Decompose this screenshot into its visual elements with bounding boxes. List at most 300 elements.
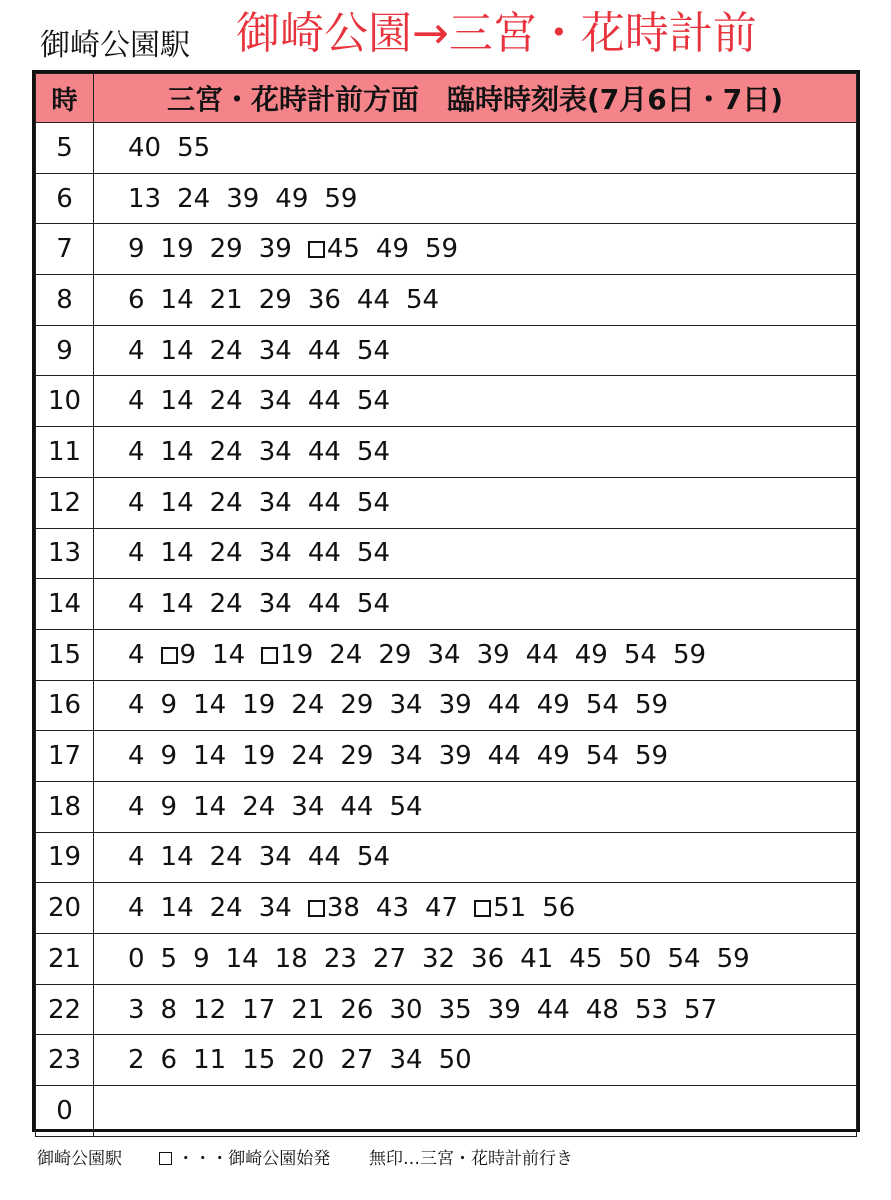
departure-minute [226, 184, 259, 214]
timetable-row [36, 123, 857, 174]
minute-value: 34 [258, 538, 292, 569]
departure-minute [586, 995, 619, 1025]
minute-value: 14 [193, 741, 227, 772]
departure-minute-origin [308, 234, 360, 264]
hour-cell: 8 [36, 275, 94, 326]
minute-value: 49 [536, 741, 570, 772]
minute-value: 24 [291, 741, 325, 772]
minute-value: 14 [212, 639, 246, 670]
departure-minute [340, 741, 373, 771]
departure-minute [378, 640, 411, 670]
minute-value: 4 [128, 893, 145, 924]
timetable-row [36, 1086, 857, 1137]
departure-minute [357, 437, 390, 467]
departure-minute [389, 690, 422, 720]
minute-value: 4 [128, 335, 145, 366]
minute-value: 51 [493, 893, 527, 924]
hour-cell: 18 [36, 781, 94, 832]
minute-value: 24 [209, 842, 243, 873]
departure-minute [357, 589, 390, 619]
departure-minute-origin [161, 640, 197, 670]
departure-minute [673, 640, 706, 670]
departure-minute [259, 488, 292, 518]
minute-value: 9 [193, 943, 210, 974]
legend-station: 御崎公園駅 [37, 1149, 122, 1169]
departure-minutes-cell [94, 1035, 857, 1086]
departure-minute [128, 488, 145, 518]
minute-value: 54 [667, 943, 701, 974]
departure-minute [161, 1045, 178, 1075]
minute-value: 59 [324, 183, 358, 214]
departure-minutes-cell [94, 376, 857, 427]
departure-minute [389, 1045, 422, 1075]
minute-value: 6 [160, 1045, 178, 1076]
minute-value: 24 [177, 183, 211, 214]
minute-value: 27 [372, 943, 407, 974]
minute-value: 21 [291, 994, 325, 1025]
departure-minute [161, 792, 178, 822]
minute-value: 18 [274, 943, 308, 974]
minute-value: 44 [307, 589, 341, 620]
minute-value: 11 [193, 1045, 227, 1076]
minute-value: 34 [258, 386, 292, 417]
departure-minute [624, 640, 657, 670]
departure-minute [329, 640, 362, 670]
departure-minutes-cell [94, 123, 857, 174]
minute-value: 44 [487, 690, 521, 721]
departure-minute [259, 386, 292, 416]
departure-minute [210, 893, 243, 923]
timetable-row [36, 629, 857, 680]
minute-value: 4 [128, 436, 145, 467]
departure-minute [340, 690, 373, 720]
departure-minute [308, 336, 341, 366]
departure-minute [161, 893, 194, 923]
minute-value: 9 [160, 690, 178, 721]
departure-minute [439, 741, 472, 771]
minute-value: 54 [585, 741, 619, 772]
departure-minute [161, 437, 194, 467]
departure-minutes-cell [94, 224, 857, 275]
departure-minute [425, 234, 458, 264]
minute-value: 34 [258, 893, 292, 924]
departure-minute [259, 336, 292, 366]
departure-minute [242, 1045, 275, 1075]
departure-minute [259, 538, 292, 568]
minute-value: 2 [128, 1045, 145, 1076]
minute-value: 55 [177, 132, 211, 163]
departure-minutes-cell [94, 832, 857, 883]
minute-value: 44 [307, 487, 341, 518]
departure-minute [212, 640, 245, 670]
departure-minute [569, 944, 602, 974]
departure-minute [161, 995, 178, 1025]
departure-minute [717, 944, 750, 974]
departure-minute [439, 690, 472, 720]
minute-value: 54 [356, 842, 391, 873]
departure-minute [242, 690, 275, 720]
minute-value: 14 [160, 335, 194, 366]
hour-cell: 7 [36, 224, 94, 275]
minute-value: 59 [634, 690, 669, 721]
departure-minute [128, 285, 145, 315]
origin-square-icon [308, 900, 325, 917]
departure-minute [128, 437, 145, 467]
minute-value: 54 [356, 386, 391, 417]
minute-value: 44 [307, 386, 341, 417]
minute-value: 36 [307, 284, 341, 315]
minute-value: 14 [160, 538, 194, 569]
hour-cell: 20 [36, 883, 94, 934]
minute-value: 45 [569, 943, 603, 974]
minute-value: 44 [307, 436, 341, 467]
timetable-row [36, 224, 857, 275]
departure-minute [193, 1045, 226, 1075]
minute-value: 24 [291, 690, 325, 721]
minute-value: 34 [258, 335, 292, 366]
station-name: 御崎公園駅 [40, 28, 190, 63]
departure-minute [376, 893, 409, 923]
departure-minute [291, 995, 324, 1025]
departure-minute [357, 336, 390, 366]
departure-minute [242, 792, 275, 822]
departure-minutes-cell [94, 275, 857, 326]
hour-cell: 12 [36, 477, 94, 528]
departure-minute [128, 995, 145, 1025]
departure-minute [193, 995, 226, 1025]
hour-cell: 19 [36, 832, 94, 883]
departure-minute [128, 336, 145, 366]
minute-value: 40 [128, 132, 162, 163]
timetable-row [36, 376, 857, 427]
minute-value: 54 [356, 335, 391, 366]
departure-minute [406, 285, 439, 315]
minute-value: 44 [307, 842, 341, 873]
departure-minute [193, 690, 226, 720]
departure-minute [161, 690, 178, 720]
minute-value: 3 [128, 994, 145, 1025]
departure-minute [542, 893, 575, 923]
departure-minute [128, 538, 145, 568]
departure-minute [357, 488, 390, 518]
minute-value: 29 [258, 284, 292, 315]
minute-value: 14 [160, 284, 194, 315]
departure-minutes-cell [94, 629, 857, 680]
timetable-row [36, 325, 857, 376]
departure-minute [340, 995, 373, 1025]
departure-minute [575, 640, 608, 670]
minute-value: 24 [209, 335, 243, 366]
minute-value: 29 [209, 234, 243, 265]
timetable-row [36, 984, 857, 1035]
departure-minute [193, 741, 226, 771]
minute-value: 38 [326, 893, 360, 924]
departure-minute [291, 792, 324, 822]
departure-minute [308, 842, 341, 872]
departure-minute [635, 995, 668, 1025]
departure-minute [439, 1045, 472, 1075]
departure-minute [161, 589, 194, 619]
minute-value: 39 [487, 994, 521, 1025]
timetable-row [36, 781, 857, 832]
departure-minute [537, 995, 570, 1025]
minute-value: 54 [356, 538, 391, 569]
departure-minute [210, 589, 243, 619]
departure-minute [259, 234, 292, 264]
departure-minute-origin [308, 893, 360, 923]
minute-value: 14 [193, 690, 227, 721]
timetable-row [36, 275, 857, 326]
departure-minute [161, 234, 194, 264]
departure-minute [210, 285, 243, 315]
minute-value: 34 [258, 487, 292, 518]
minute-value: 54 [356, 487, 391, 518]
minute-value: 44 [340, 791, 374, 822]
timetable-row [36, 173, 857, 224]
minute-value: 34 [258, 842, 292, 873]
minute-value: 13 [128, 183, 162, 214]
minute-value: 17 [242, 994, 276, 1025]
departure-minutes-cell [94, 477, 857, 528]
minute-value: 6 [128, 284, 145, 315]
departure-minute [275, 184, 308, 214]
departure-minute [340, 792, 373, 822]
departure-minute [488, 995, 521, 1025]
minute-value: 29 [378, 639, 412, 670]
minute-value: 39 [438, 741, 472, 772]
departure-minute [128, 690, 145, 720]
departure-minute [471, 944, 504, 974]
departure-minute [128, 386, 145, 416]
minute-value: 49 [375, 234, 410, 265]
departure-minute [635, 690, 668, 720]
departure-minute [275, 944, 308, 974]
departure-minute [161, 842, 194, 872]
departure-minute [193, 792, 226, 822]
minute-value: 24 [209, 487, 243, 518]
departure-minute [291, 1045, 324, 1075]
hour-cell: 15 [36, 629, 94, 680]
timetable-row [36, 731, 857, 782]
route-title: 御崎公園→三宮・花時計前 [236, 8, 757, 59]
departure-minute [259, 285, 292, 315]
departure-minute [308, 285, 341, 315]
timetable-body [36, 123, 857, 1137]
minute-value: 59 [425, 234, 459, 265]
legend-unmarked-text: 無印…三宮・花時計前行き [369, 1149, 574, 1169]
minute-value: 4 [128, 639, 145, 670]
departure-minutes-cell [94, 680, 857, 731]
page-header [0, 0, 891, 72]
departure-minute [128, 589, 145, 619]
hour-cell: 6 [36, 173, 94, 224]
departure-minute [324, 184, 357, 214]
departure-minute [210, 437, 243, 467]
minute-value: 44 [307, 538, 341, 569]
minute-value: 14 [193, 791, 227, 822]
minute-value: 23 [323, 943, 357, 974]
hour-cell: 13 [36, 528, 94, 579]
departure-minute [586, 741, 619, 771]
departure-minutes-cell [94, 984, 857, 1035]
departure-minute [308, 386, 341, 416]
timetable-title-header: 三宮・花時計前方面 臨時時刻表(7月6日・7日) [94, 74, 857, 123]
departure-minute [161, 538, 194, 568]
departure-minutes-cell [94, 1086, 857, 1137]
legend [37, 1147, 573, 1171]
minute-value: 50 [618, 943, 652, 974]
minute-value: 9 [179, 639, 197, 670]
minute-value: 14 [160, 386, 194, 417]
minute-value: 9 [160, 791, 178, 822]
departure-minutes-cell [94, 934, 857, 985]
hour-cell: 9 [36, 325, 94, 376]
departure-minute [210, 488, 243, 518]
minute-value: 56 [542, 893, 576, 924]
departure-minute [684, 995, 717, 1025]
minute-value: 24 [209, 893, 243, 924]
departure-minute [210, 386, 243, 416]
minute-value: 39 [258, 234, 292, 265]
minute-value: 24 [242, 791, 276, 822]
hour-cell: 14 [36, 579, 94, 630]
minute-value: 4 [128, 842, 145, 873]
timetable-row [36, 477, 857, 528]
departure-minute [128, 944, 145, 974]
departure-minute [586, 690, 619, 720]
minute-value: 39 [476, 639, 510, 670]
departure-minute [357, 842, 390, 872]
origin-square-icon [161, 647, 178, 664]
minute-value: 4 [128, 487, 145, 518]
minute-value: 54 [623, 639, 657, 670]
minute-value: 47 [425, 893, 459, 924]
minute-value: 19 [242, 690, 276, 721]
minute-value: 4 [128, 741, 145, 772]
minute-value: 21 [209, 284, 243, 315]
origin-square-icon [308, 241, 325, 258]
timetable-row [36, 1035, 857, 1086]
departure-minutes-cell [94, 427, 857, 478]
departure-minutes-cell [94, 325, 857, 376]
minute-value: 54 [356, 436, 391, 467]
hour-column-header: 時 [36, 74, 94, 123]
departure-minute [422, 944, 455, 974]
minute-value: 35 [438, 994, 472, 1025]
departure-minute [128, 184, 161, 214]
minute-value: 9 [128, 234, 145, 265]
departure-minutes-cell [94, 528, 857, 579]
departure-minutes-cell [94, 883, 857, 934]
departure-minute [291, 741, 324, 771]
departure-minute [526, 640, 559, 670]
minute-value: 14 [160, 436, 194, 467]
minute-value: 19 [242, 741, 276, 772]
legend-origin-text: ・・・御崎公園始発 [177, 1149, 331, 1169]
minute-value: 34 [258, 436, 292, 467]
minute-value: 48 [585, 994, 619, 1025]
timetable-header-row [36, 74, 857, 123]
origin-square-icon [261, 647, 278, 664]
departure-minute [667, 944, 700, 974]
minute-value: 4 [128, 538, 145, 569]
departure-minute [259, 437, 292, 467]
departure-minute [161, 386, 194, 416]
departure-minute [242, 995, 275, 1025]
departure-minute [259, 842, 292, 872]
departure-minute [308, 538, 341, 568]
departure-minute [635, 741, 668, 771]
departure-minute [161, 741, 178, 771]
departure-minute [128, 741, 145, 771]
minute-value: 4 [128, 690, 145, 721]
hour-cell: 21 [36, 934, 94, 985]
departure-minute [537, 741, 570, 771]
minute-value: 41 [520, 943, 554, 974]
departure-minute [128, 842, 145, 872]
minute-value: 49 [536, 690, 570, 721]
timetable-row [36, 934, 857, 985]
minute-value: 24 [209, 538, 243, 569]
departure-minute [357, 386, 390, 416]
departure-minute [128, 893, 145, 923]
minute-value: 15 [242, 1045, 276, 1076]
minute-value: 12 [193, 994, 227, 1025]
minute-value: 24 [209, 436, 243, 467]
departure-minute [161, 285, 194, 315]
departure-minutes-cell [94, 781, 857, 832]
minute-value: 44 [525, 639, 559, 670]
minute-value: 36 [471, 943, 505, 974]
minute-value: 14 [160, 893, 194, 924]
hour-cell: 5 [36, 123, 94, 174]
departure-minute [340, 1045, 373, 1075]
departure-minute [242, 741, 275, 771]
departure-minute [177, 133, 210, 163]
minute-value: 34 [427, 639, 461, 670]
minute-value: 29 [340, 741, 374, 772]
minute-value: 59 [716, 943, 750, 974]
timetable-row [36, 528, 857, 579]
minute-value: 44 [487, 741, 521, 772]
minute-value: 14 [160, 487, 194, 518]
departure-minute [210, 842, 243, 872]
departure-minute [210, 336, 243, 366]
departure-minute [128, 640, 145, 670]
minute-value: 49 [275, 183, 309, 214]
departure-minute [477, 640, 510, 670]
minute-value: 54 [585, 690, 619, 721]
hour-cell: 23 [36, 1035, 94, 1086]
minute-value: 19 [160, 234, 194, 265]
departure-minute [128, 1045, 145, 1075]
hour-cell: 10 [36, 376, 94, 427]
minute-value: 45 [326, 234, 360, 265]
departure-minute [308, 589, 341, 619]
departure-minute [177, 184, 210, 214]
departure-minutes-cell [94, 579, 857, 630]
timetable-row [36, 680, 857, 731]
departure-minute [161, 336, 194, 366]
minute-value: 20 [291, 1045, 325, 1076]
minute-value: 54 [389, 791, 423, 822]
minute-value: 8 [160, 994, 178, 1025]
departure-minute [161, 488, 194, 518]
minute-value: 59 [634, 741, 669, 772]
minute-value: 14 [160, 589, 194, 620]
departure-minute [389, 792, 422, 822]
minute-value: 34 [389, 690, 423, 721]
